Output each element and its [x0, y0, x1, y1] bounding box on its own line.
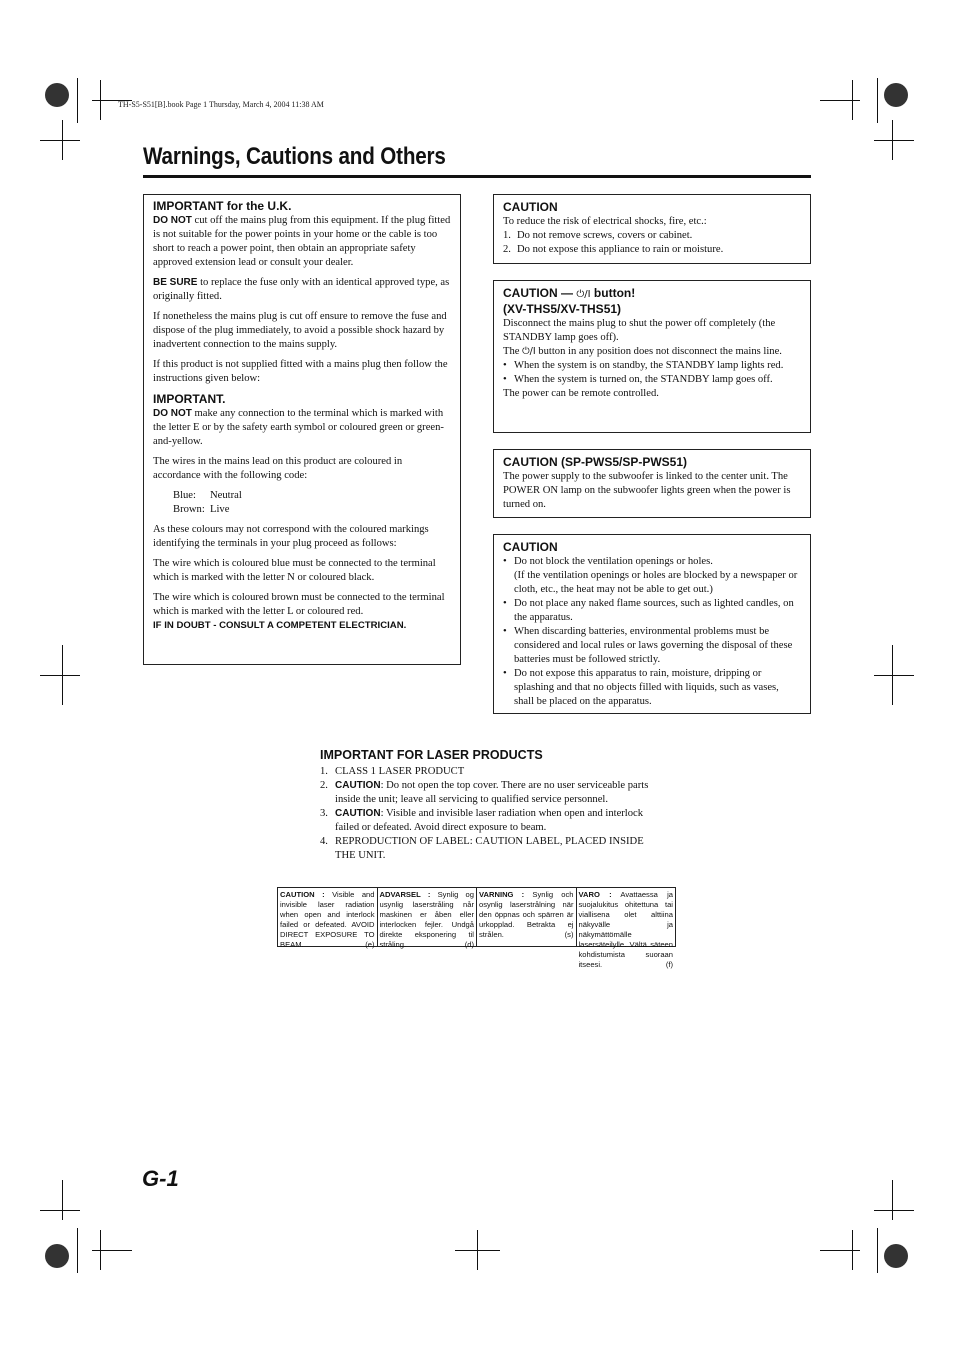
colour-code: Blue: Neutral Brown: Live: [173, 490, 242, 515]
caution-box-1: [493, 194, 811, 264]
caution-4-heading: CAUTION: [503, 540, 558, 554]
caution-1-list: [503, 229, 801, 257]
uk-important-box: [143, 194, 461, 665]
label-swedish: VARNING : Synlig och osynlig laserstrålning när den öppnas och spärren är urkopplad. Betrakta ej strålen. (s): [477, 888, 577, 946]
uk-paragraph-9: The wire which is coloured brown must be connected to the terminal which is marked with the letter L or coloured red.: [153, 592, 445, 617]
list-item: 4. REPRODUCTION OF LABEL: CAUTION LABEL, PLACED INSIDE THE UNIT.: [320, 836, 644, 861]
label-english: CAUTION : Visible and invisible laser radiation when open and interlock failed or defeated. AVOID DIRECT EXPOSURE TO BEAM. (e): [278, 888, 378, 946]
laser-products-section: [320, 748, 650, 863]
list-item: • When discarding batteries, environmental problems must be considered and local rules or laws governing the disposal of these batteries must be followed strictly.: [503, 625, 801, 667]
list-item: 1. Do not remove screws, covers or cabinet.: [503, 230, 693, 241]
book-info-line: TH-S5-S51[B].book Page 1 Thursday, March 4, 2004 11:38 AM: [118, 100, 324, 109]
uk-paragraph-7: As these colours may not correspond with the coloured markings identifying the terminals in your plug proceed as follows:: [153, 524, 429, 549]
crop-target-icon: [45, 1244, 69, 1268]
uk-paragraph-2: BE SURE to replace the fuse only with an identical approved type, as originally fitted.: [153, 277, 450, 302]
laser-list: [320, 765, 650, 863]
crop-target-icon: [884, 1244, 908, 1268]
caution-2-list: [503, 359, 801, 387]
caution-2-paragraph-3: The power can be remote controlled.: [503, 388, 659, 399]
laser-caution-label: [277, 887, 676, 969]
power-standby-icon: ⏻/I: [522, 346, 536, 357]
list-item: • Do not place any naked flame sources, such as lighted candles, on the apparatus.: [503, 597, 801, 625]
uk-paragraph-5: DO NOT make any connection to the terminal which is marked with the letter E or by the safety earth symbol or coloured green or green-and-yellow.: [153, 408, 444, 447]
uk-warning-line: IF IN DOUBT - CONSULT A COMPETENT ELECTRICIAN.: [153, 620, 407, 631]
label-finnish: VARO : Avattaessa ja suojalukitus ohitettuna tai viallisena olet alttiina näkyvälle ja näkymättömälle lasersäteilylle. Vältä säteen kohdistumista suoraan itseesi. (f): [578, 890, 673, 969]
caution-box-2: [493, 280, 811, 433]
crop-target-icon: [45, 83, 69, 107]
list-item: 2. CAUTION: Do not open the top cover. There are no user serviceable parts inside the unit; leave all servicing to qualified service personnel.: [320, 780, 649, 805]
page-number: G-1: [142, 1166, 179, 1191]
label-danish: ADVARSEL : Synlig og usynlig laserstråling når maskinen er åben eller interlocken fejler. Undgå direkte eksponering til stråling. (d): [378, 888, 478, 946]
crop-target-icon: [884, 83, 908, 107]
uk-heading: IMPORTANT for the U.K.: [153, 199, 292, 213]
caution-2-paragraph-2: The ⏻/I button in any position does not disconnect the mains line.: [503, 346, 782, 357]
list-item: • Do not block the ventilation openings or holes. (If the ventilation openings or holes are blocked by a newspaper or cloth, etc., the heat may not be able to get out.): [503, 555, 801, 597]
list-item: • When the system is on standby, the STANDBY lamp lights red.: [503, 359, 801, 373]
list-item: 3. CAUTION: Visible and invisible laser radiation when open and interlock failed or defeated. Avoid direct exposure to beam.: [320, 808, 644, 833]
uk-heading-2: IMPORTANT.: [153, 392, 226, 406]
uk-paragraph-3: If nonetheless the mains plug is cut off ensure to remove the fuse and dispose of the plug immediately, to avoid a possible shock hazard by inadvertent connection to the mains supply.: [153, 311, 447, 350]
page-title: Warnings, Cautions and Others: [143, 143, 446, 170]
laser-heading: IMPORTANT FOR LASER PRODUCTS: [320, 748, 543, 762]
caution-4-list: [503, 555, 801, 709]
list-item: 1. CLASS 1 LASER PRODUCT: [320, 766, 465, 777]
caution-2-heading: CAUTION — ⏻/I button!: [503, 286, 636, 300]
list-item: 2. Do not expose this appliance to rain or moisture.: [503, 244, 724, 255]
caution-2-subheading: (XV-THS5/XV-THS51): [503, 302, 622, 316]
caution-box-4: [493, 534, 811, 714]
uk-paragraph-8: The wire which is coloured blue must be connected to the terminal which is marked with the letter N or coloured black.: [153, 558, 436, 583]
list-item: • When the system is turned on, the STANDBY lamp goes off.: [503, 373, 801, 387]
uk-paragraph-4: If this product is not supplied fitted with a mains plug then follow the instructions given below:: [153, 359, 448, 384]
caution-1-intro: To reduce the risk of electrical shocks, fire, etc.:: [503, 216, 707, 227]
list-item: • Do not expose this apparatus to rain, moisture, dripping or splashing and that no objects filled with liquids, such as vases, shall be placed on the apparatus.: [503, 667, 801, 709]
power-standby-icon: ⏻/I: [576, 289, 591, 300]
caution-3-heading: CAUTION (SP-PWS5/SP-PWS51): [503, 455, 688, 469]
caution-2-paragraph-1: Disconnect the mains plug to shut the power off completely (the STANDBY lamp goes off).: [503, 318, 776, 343]
title-rule: [143, 175, 811, 178]
uk-paragraph-6: The wires in the mains lead on this product are coloured in accordance with the following code:: [153, 456, 403, 481]
caution-box-3: [493, 449, 811, 518]
uk-paragraph-1: DO NOT cut off the mains plug from this equipment. If the plug fitted is not suitable for the power points in your home or the cable is too short to reach a power point, then obtain an appropriate safety approved extension lead or consult your dealer.: [153, 215, 451, 268]
caution-1-heading: CAUTION: [503, 200, 558, 214]
caution-3-paragraph: The power supply to the subwoofer is linked to the center unit. The POWER ON lamp on the subwoofer lights green when the power is turned on.: [503, 471, 791, 510]
